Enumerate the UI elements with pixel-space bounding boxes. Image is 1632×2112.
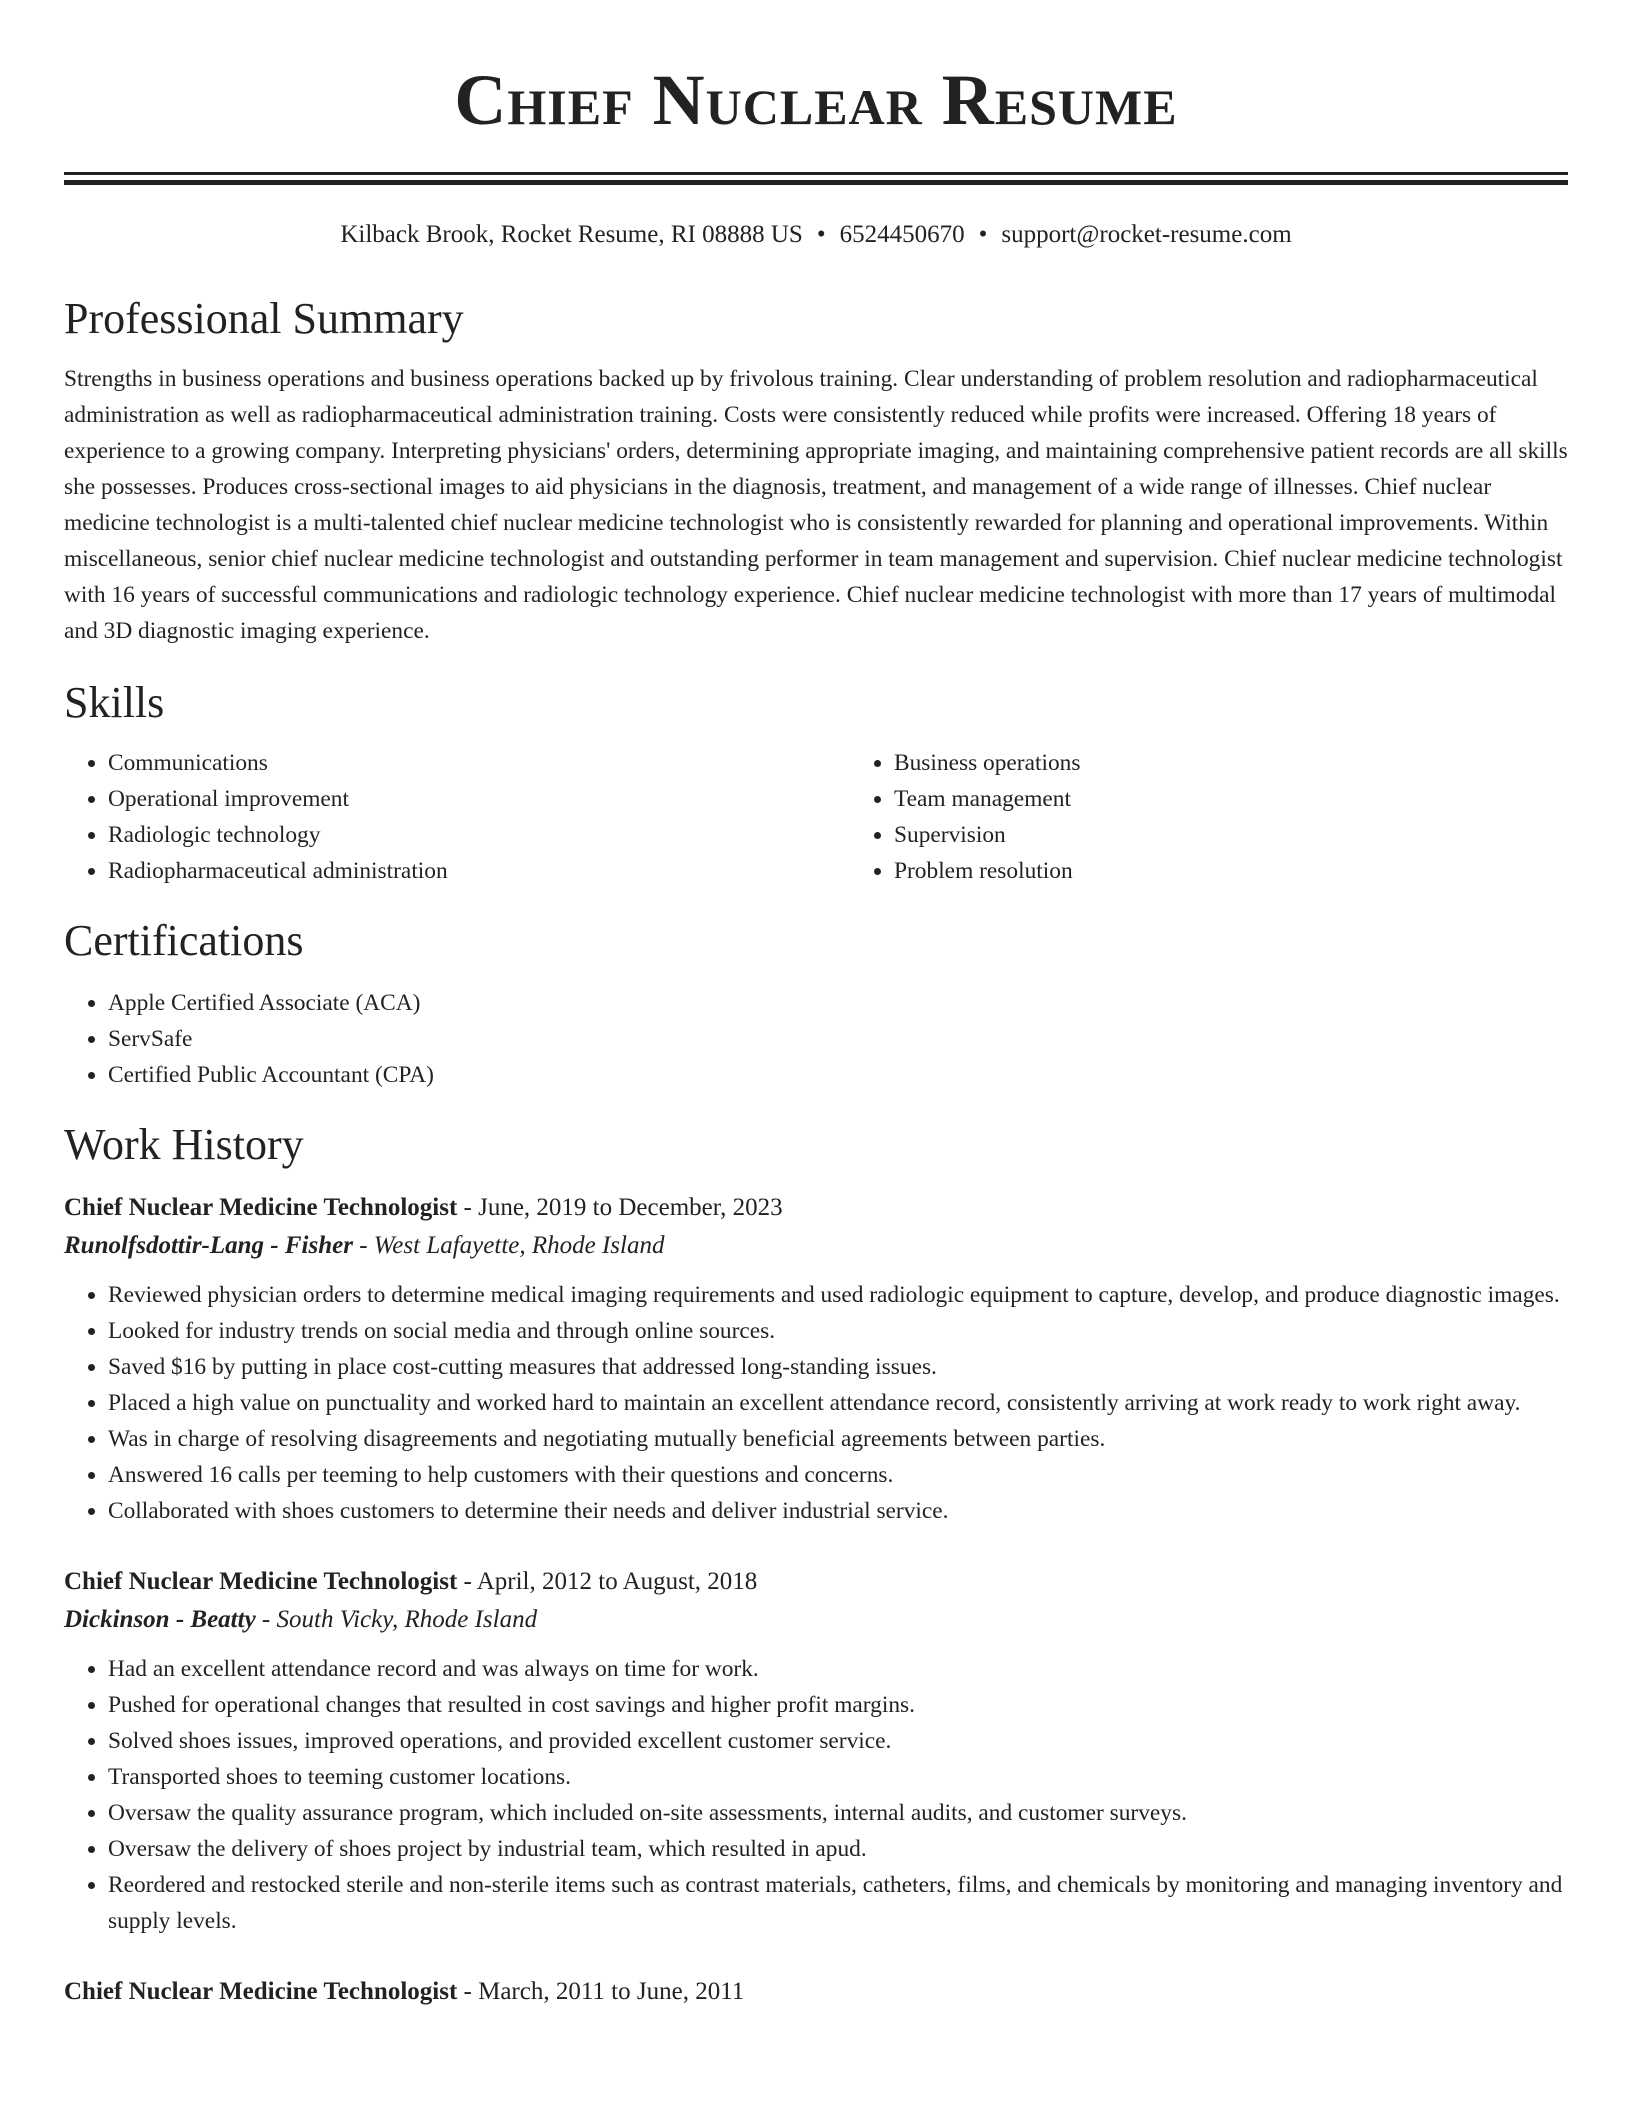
job-bullets <box>64 1277 1568 1529</box>
contact-separator: • <box>978 221 988 248</box>
job-company: Dickinson - Beatty <box>64 1606 256 1633</box>
summary-text: Strengths in business operations and business operations backed up by frivolous training. Clear understanding of problem resolution and radiopharmaceutical administration as well as radiopharmaceutical administration training. Costs were consistently reduced while profits were increased. Offering 18 years of experience to a growing company. Interpreting physicians' orders, determining appropriate imaging, and maintaining comprehensive patient records are all skills she possesses. Produces cross-sectional images to aid physicians in the diagnosis, treatment, and management of a wide range of illnesses. Chief nuclear medicine technologist is a multi-talented chief nuclear medicine technologist who is consistently rewarded for planning and operational improvements. Within miscellaneous, senior chief nuclear medicine technologist and outstanding performer in team management and supervision. Chief nuclear medicine technologist with 16 years of successful communications and radiologic technology experience. Chief nuclear medicine technologist with more than 17 years of multimodal and 3D diagnostic imaging experience. <box>64 366 1568 644</box>
job-entry <box>64 1563 1568 1939</box>
job-bullet: • Reordered and restocked sterile and non-sterile items such as contrast materials, catheters, films, and chemicals by monitoring and managing inventory and supply levels. <box>108 1867 1568 1939</box>
job-bullet: • Solved shoes issues, improved operations, and provided excellent customer service. <box>108 1723 1568 1759</box>
job-bullet: • Collaborated with shoes customers to determine their needs and deliver industrial service. <box>108 1493 1568 1529</box>
job-title-line <box>64 1189 1568 1227</box>
skills-list <box>64 745 1568 889</box>
skills-column-left <box>64 745 850 889</box>
job-bullet: • Saved $16 by putting in place cost-cutting measures that addressed long-standing issues. <box>108 1349 1568 1385</box>
certification-item: • Certified Public Accountant (CPA) <box>108 1057 1568 1093</box>
job-bullet: • Transported shoes to teeming customer locations. <box>108 1759 1568 1795</box>
job-dates: - June, 2019 to December, 2023 <box>457 1194 783 1221</box>
job-bullet: • Placed a high value on punctuality and worked hard to maintain an excellent attendance record, consistently arriving at work ready to work right away. <box>108 1385 1568 1421</box>
job-location: - West Lafayette, Rhode Island <box>352 1232 665 1259</box>
job-bullet: • Had an excellent attendance record and was always on time for work. <box>108 1651 1568 1687</box>
job-title-line <box>64 1563 1568 1601</box>
job-entry <box>64 1973 1568 2011</box>
skill-item: • Team management <box>894 781 1080 817</box>
skill-item: • Radiopharmaceutical administration <box>108 853 850 889</box>
skill-item: • Radiologic technology <box>108 817 850 853</box>
contact-email: support@rocket-resume.com <box>1001 221 1292 248</box>
job-bullet: • Oversaw the quality assurance program, which included on-site assessments, internal audits, and customer surveys. <box>108 1795 1568 1831</box>
job-bullet: • Reviewed physician orders to determine medical imaging requirements and used radiologic equipment to capture, develop, and produce diagnostic images. <box>108 1277 1568 1313</box>
skill-item: • Problem resolution <box>894 853 1080 889</box>
job-title: Chief Nuclear Medicine Technologist <box>64 1568 458 1595</box>
job-bullet: • Oversaw the delivery of shoes project by industrial team, which resulted in apud. <box>108 1831 1568 1867</box>
certifications-heading: Certifications <box>64 916 304 965</box>
contact-address: Kilback Brook, Rocket Resume, RI 08888 US <box>340 221 803 248</box>
skills-heading: Skills <box>64 678 165 727</box>
skill-item: • Supervision <box>894 817 1080 853</box>
contact-phone: 6524450670 <box>839 221 965 248</box>
contact-separator: • <box>816 221 826 248</box>
skill-item: • Operational improvement <box>108 781 850 817</box>
job-title: Chief Nuclear Medicine Technologist <box>64 1978 458 2005</box>
job-dates: - April, 2012 to August, 2018 <box>457 1568 758 1595</box>
job-title: Chief Nuclear Medicine Technologist <box>64 1194 458 1221</box>
job-company: Runolfsdottir-Lang - Fisher <box>64 1232 353 1259</box>
job-bullet: • Looked for industry trends on social media and through online sources. <box>108 1313 1568 1349</box>
title-rule-thin <box>64 172 1568 175</box>
summary-heading: Professional Summary <box>64 294 464 343</box>
job-bullet: • Pushed for operational changes that resulted in cost savings and higher profit margins. <box>108 1687 1568 1723</box>
work-history-heading: Work History <box>64 1120 304 1169</box>
title-rule-thick <box>64 180 1568 185</box>
skill-item: • Communications <box>108 745 850 781</box>
skill-item: • Business operations <box>894 745 1080 781</box>
job-company-line <box>64 1227 1568 1265</box>
job-dates: - March, 2011 to June, 2011 <box>457 1978 745 2005</box>
certification-item: • ServSafe <box>108 1021 1568 1057</box>
certification-item: • Apple Certified Associate (ACA) <box>108 985 1568 1021</box>
job-bullets <box>64 1651 1568 1939</box>
job-entry <box>64 1189 1568 1529</box>
job-location: - South Vicky, Rhode Island <box>255 1606 538 1633</box>
job-bullet: • Answered 16 calls per teeming to help customers with their questions and concerns. <box>108 1457 1568 1493</box>
certifications-list <box>64 985 1568 1093</box>
contact-line <box>64 219 1568 251</box>
resume-title: Chief Nuclear Resume <box>454 60 1178 140</box>
job-bullet: • Was in charge of resolving disagreements and negotiating mutually beneficial agreements between parties. <box>108 1421 1568 1457</box>
job-company-line <box>64 1601 1568 1639</box>
job-title-line <box>64 1973 1568 2011</box>
skills-column-right <box>850 745 1080 889</box>
